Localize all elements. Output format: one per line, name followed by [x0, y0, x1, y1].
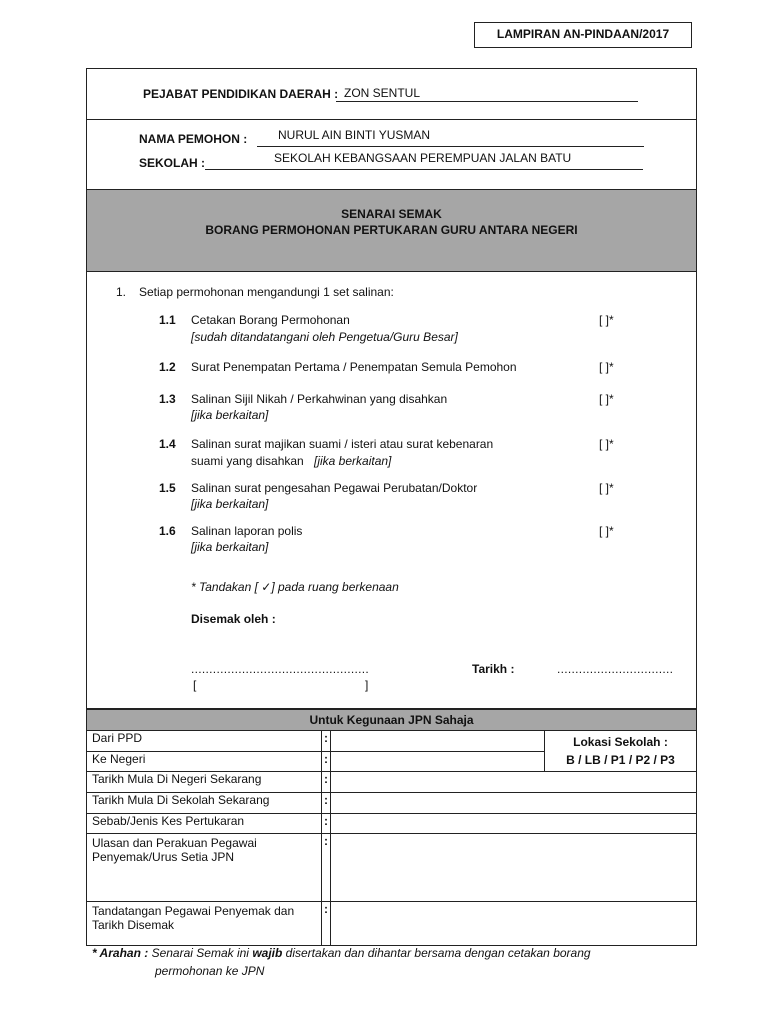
field-ulasan[interactable]: [331, 834, 697, 902]
ppd-value[interactable]: ZON SENTUL: [344, 86, 421, 100]
table-row: [87, 814, 697, 834]
lokasi-sekolah-cell[interactable]: [545, 731, 697, 772]
row-label-sebab: Sebab/Jenis Kes Pertukaran: [87, 814, 322, 834]
colon: :: [322, 752, 331, 772]
lokasi-label: Lokasi Sekolah :: [573, 735, 668, 749]
title-line-1: SENARAI SEMAK: [341, 207, 442, 221]
field-sebab[interactable]: [331, 814, 697, 834]
colon: :: [322, 814, 331, 834]
item-number: 1.2: [159, 360, 176, 374]
row-label-tandatangan: Tandatangan Pegawai Penyemak dan Tarikh Disemak: [87, 902, 322, 946]
item-text-line-2: suami yang disahkan: [191, 454, 304, 468]
item-note: [jika berkaitan]: [191, 540, 269, 554]
tarikh-dotted-line[interactable]: ................................: [557, 662, 674, 676]
arahan-text-2: disertakan dan dihantar bersama dengan cetakan borang: [285, 946, 591, 960]
ppd-underline: [336, 101, 638, 102]
item-number: 1.6: [159, 524, 176, 538]
disemak-label: Disemak oleh :: [191, 612, 276, 626]
reference-code-box: LAMPIRAN AN-PINDAAN/2017: [474, 22, 692, 48]
item-number: 1.3: [159, 392, 176, 406]
item-text: Salinan laporan polis: [191, 524, 303, 538]
item-text: Salinan surat pengesahan Pegawai Perubatan/Doktor: [191, 481, 478, 495]
item-number: 1.5: [159, 481, 176, 495]
item-number: 1.4: [159, 437, 176, 451]
row-label-tarikh-negeri: Tarikh Mula Di Negeri Sekarang: [87, 772, 322, 793]
name-bracket-close: ]: [365, 678, 369, 692]
section-text: Setiap permohonan mengandungi 1 set salinan:: [139, 285, 394, 299]
table-row: [87, 834, 697, 902]
colon: :: [322, 834, 331, 902]
name-bracket-open: [: [193, 678, 197, 692]
row-label-dari-ppd: Dari PPD: [87, 731, 322, 752]
colon: :: [322, 772, 331, 793]
checkbox-1-2[interactable]: [ ]*: [599, 360, 614, 374]
item-text: Cetakan Borang Permohonan: [191, 313, 350, 327]
arahan-note: [92, 946, 591, 960]
field-tarikh-sekolah[interactable]: [331, 793, 697, 814]
checkbox-1-1[interactable]: [ ]*: [599, 313, 614, 327]
nama-pemohon-value[interactable]: NURUL AIN BINTI YUSMAN: [278, 128, 431, 142]
tarikh-label: Tarikh :: [472, 662, 515, 676]
item-note: [jika berkaitan]: [191, 408, 269, 422]
item-note: [sudah ditandatangani oleh Pengetua/Guru Besar]: [191, 330, 458, 344]
signature-dotted-line[interactable]: .................................................: [191, 662, 370, 676]
colon: :: [322, 731, 331, 752]
table-row: [87, 902, 697, 946]
arahan-label: * Arahan :: [92, 946, 149, 960]
jpn-use-table: [86, 709, 697, 946]
checkbox-1-6[interactable]: [ ]*: [599, 524, 614, 538]
row-label-ulasan: Ulasan dan Perakuan Pegawai Penyemak/Urus Setia JPN: [87, 834, 322, 902]
title-line-2: BORANG PERMOHONAN PERTUKARAN GURU ANTARA NEGERI: [205, 223, 578, 237]
item-note: [jika berkaitan]: [191, 497, 269, 511]
field-tandatangan[interactable]: [331, 902, 697, 946]
table-row: [87, 731, 697, 752]
arahan-emphasis: wajib: [252, 946, 283, 960]
colon: :: [322, 902, 331, 946]
item-note: [jika berkaitan]: [314, 454, 392, 468]
field-tarikh-negeri[interactable]: [331, 772, 697, 793]
arahan-note-line-2: permohonan ke JPN: [155, 964, 265, 978]
nama-underline: [257, 146, 644, 147]
checkbox-1-5[interactable]: [ ]*: [599, 481, 614, 495]
item-text: Surat Penempatan Pertama / Penempatan Semula Pemohon: [191, 360, 517, 374]
divider-line: [86, 119, 697, 120]
row-label-ke-negeri: Ke Negeri: [87, 752, 322, 772]
item-number: 1.1: [159, 313, 176, 327]
field-ke-negeri[interactable]: [331, 752, 545, 772]
row-label-tarikh-sekolah: Tarikh Mula Di Sekolah Sekarang: [87, 793, 322, 814]
sekolah-label: SEKOLAH :: [139, 156, 205, 170]
arahan-text-1: Senarai Semak ini: [151, 946, 249, 960]
sekolah-underline: [205, 169, 643, 170]
section-number: 1.: [116, 285, 127, 299]
tick-instruction: * Tandakan [ ✓] pada ruang berkenaan: [191, 580, 399, 594]
item-text: Salinan Sijil Nikah / Perkahwinan yang disahkan: [191, 392, 448, 406]
field-dari-ppd[interactable]: [331, 731, 545, 752]
ppd-label: PEJABAT PENDIDIKAN DAERAH :: [143, 87, 339, 101]
jpn-table-heading: Untuk Kegunaan JPN Sahaja: [87, 710, 697, 731]
checkbox-1-3[interactable]: [ ]*: [599, 392, 614, 406]
table-row: [87, 772, 697, 793]
nama-pemohon-label: NAMA PEMOHON :: [139, 132, 248, 146]
sekolah-value[interactable]: SEKOLAH KEBANGSAAN PEREMPUAN JALAN BATU: [274, 151, 572, 165]
divider-line: [86, 271, 697, 272]
checkbox-1-4[interactable]: [ ]*: [599, 437, 614, 451]
colon: :: [322, 793, 331, 814]
table-row: [87, 793, 697, 814]
lokasi-options: B / LB / P1 / P2 / P3: [566, 753, 675, 767]
item-text: Salinan surat majikan suami / isteri atau surat kebenaran: [191, 437, 494, 451]
